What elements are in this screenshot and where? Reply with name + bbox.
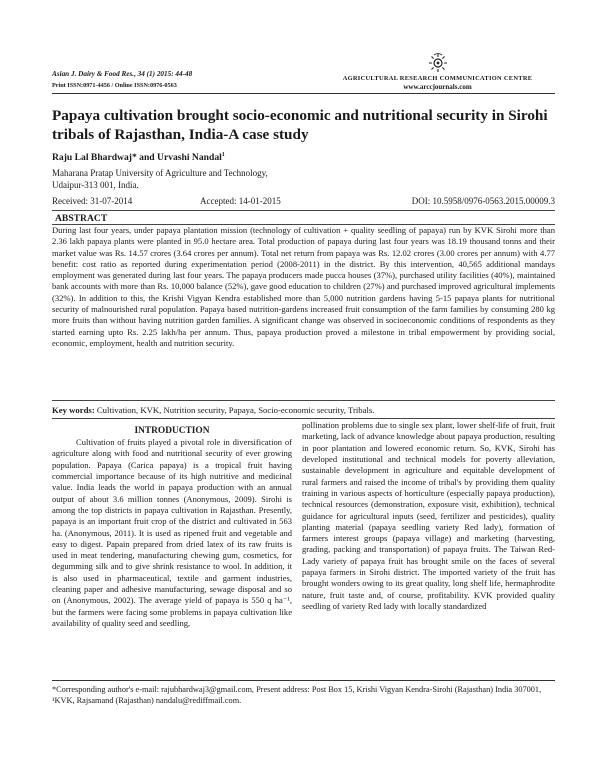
introduction-heading: INTRODUCTION [134,426,210,436]
journal-issn: Print ISSN:0971-4456 / Online ISSN:0976-0563 [52,82,177,89]
author-names: Raju Lal Bhardwaj* and Urvashi Nandal [52,152,222,164]
abstract-heading: ABSTRACT [55,213,108,224]
author-affiliation-mark: 1 [221,152,225,158]
abstract-top-rule [52,210,555,211]
received-date: Received: 31-07-2014 [52,196,133,206]
article-title: Papaya cultivation brought socio-economic and nutritional security in Sirohi tribals of Rajasthan, India-A case study [52,107,548,143]
publisher-website[interactable]: www.arccjournals.com [403,83,472,91]
doi[interactable]: DOI: 10.5958/0976-0563.2015.00009.3 [411,196,555,206]
article-dates [52,196,555,207]
affiliation-line-2: Udaipur-313 001, India. [52,179,139,190]
introduction-left-column: Cultivation of fruits played a pivotal role in diversification of agriculture along with food and nutritional security of ever growing population. Papaya (Carica papaya) is a tropical fruit having commercial importance because of its high nutritive and medicinal value. India leads the world in papaya production with an annual output of about 3.6 million tonnes (Anonymous, 2009). Sirohi is among the top districts in papaya cultivation in Rajasthan. Presently, papaya is an important fruit crop of the district and cultivated in 563 ha. (Anonymous, 2011). It is used as ripened fruit and vegetable and easy to digest. Papain prepared from dried latex of its raw fruits is used in meat tendering, manufacturing chewing gum, cosmetics, for degumming silk and to give shrink resistance to wool. In addition, it is also used in pharmaceutical, textile and garment industries, cleaning paper and adhesive manufacturing, sewage disposal and so on (Anonymous, 2002). The average yield of papaya is 550 q ha⁻¹, but the farmers were facing some problems in papaya cultivation like availability of quality seed and seedling, [52,437,292,628]
affiliation-line-1: Maharana Pratap University of Agriculture and Technology, [52,168,268,178]
journal-citation: Asian J. Dairy & Food Res., 34 (1) 2015: 44-48 [52,70,193,78]
publisher-name: AGRICULTURAL RESEARCH COMMUNICATION CENTRE [342,75,533,82]
author-line [52,152,225,163]
keywords [52,405,555,416]
accepted-date: Accepted: 14-01-2015 [200,196,281,206]
keywords-rule [52,418,555,419]
footnote-divider [52,680,555,681]
publisher-logo-icon [425,52,451,74]
keywords-label: Key words: [52,405,95,415]
corresponding-author-footnote: *Corresponding author's e-mail: rajubhardwaj3@gmail.com, Present address: Post Box 15, Krishi Vigyan Kendra-Sirohi (Rajasthan) India 307001, ¹KVK, Rajsamand (Rajasthan) nandalu@rediffmail.com. [52,685,542,705]
keywords-list: Cultivation, KVK, Nutrition security, Papaya, Socio-economic security, Tribals. [94,405,375,415]
affiliation [52,168,352,191]
header-divider [52,93,555,94]
abstract-bottom-rule [52,400,555,401]
introduction-right-column: pollination problems due to single sex plant, lower shelf-life of fruit, fruit marketing, lack of advance knowledge about papaya production, resulting in poor plantation and lowered economic return. So, KVK, Sirohi has developed institutional and technical models for poverty alleviation, sustainable development in agriculture and equitable development of rural farmers and raised the income of tribal's by providing them quality training in various aspects of horticulture (especially papaya production), technical resources (demonstration, exposure visit, exhibition), technical guidance for agricultural inputs (seed, fertilizer and pesticides), quality planting material (papaya seedling variety Red lady), formation of farmers interest groups (papaya village) and marketing (harvesting, grading, packing and transportation) of papaya fruits. The Taiwan Red-Lady variety of papaya fruit has brought smile on the faces of several papaya farmers in Sirohi district. The imported variety of the fruit has brought wonders owing to its great quality, long shelf life, hermaphrodite nature, fruit taste and, of course, profitability. KVK provided quality seedling of variety Red lady with locally standardized [302,420,555,611]
abstract-text: During last four years, under papaya plantation mission (technology of cultivation + quality seedling of papaya) run by KVK Sirohi more than 2.36 lakh papaya plants were planted in 95.0 hectare area. Total production of papaya during last four years was 18.19 thousand tonns and their market value was Rs. 14.57 crores (3.64 crores per annum). Total net return from papaya was Rs. 12.02 crores (3.00 crores per annum) with 4.77 benefit: cost ratio as reported during experimentation period (2008-2011) in the district. By this intervention, 40,565 additional mandays employment was generated during last four years. The papaya producers made pucca houses (37%), purchased utility facilities (40%), maintained bank accounts with more than Rs. 10,000 balance (52%), gave good education to children (27%) and purchased improved agricultural implements (32%). In addition to this, the Krishi Vigyan Kendra established more than 5,000 nutrition gardens having 5-15 papaya plants for nutritional security of malnourished rural population. Papaya based nutrition-gardens increased fruit consumption of the farm families by consuming 280 kg more fruits than without having nutrition garden families. A significant change was observed in socioeconomic conditions of respondents as they started earning upto Rs. 2.25 lakh/ha per annum. Thus, papaya production proved a milestone in tribal empowerment by providing social, economic, employment, health and nutrition security. [52,225,555,348]
publisher-header [320,52,555,92]
journal-header [52,70,292,90]
